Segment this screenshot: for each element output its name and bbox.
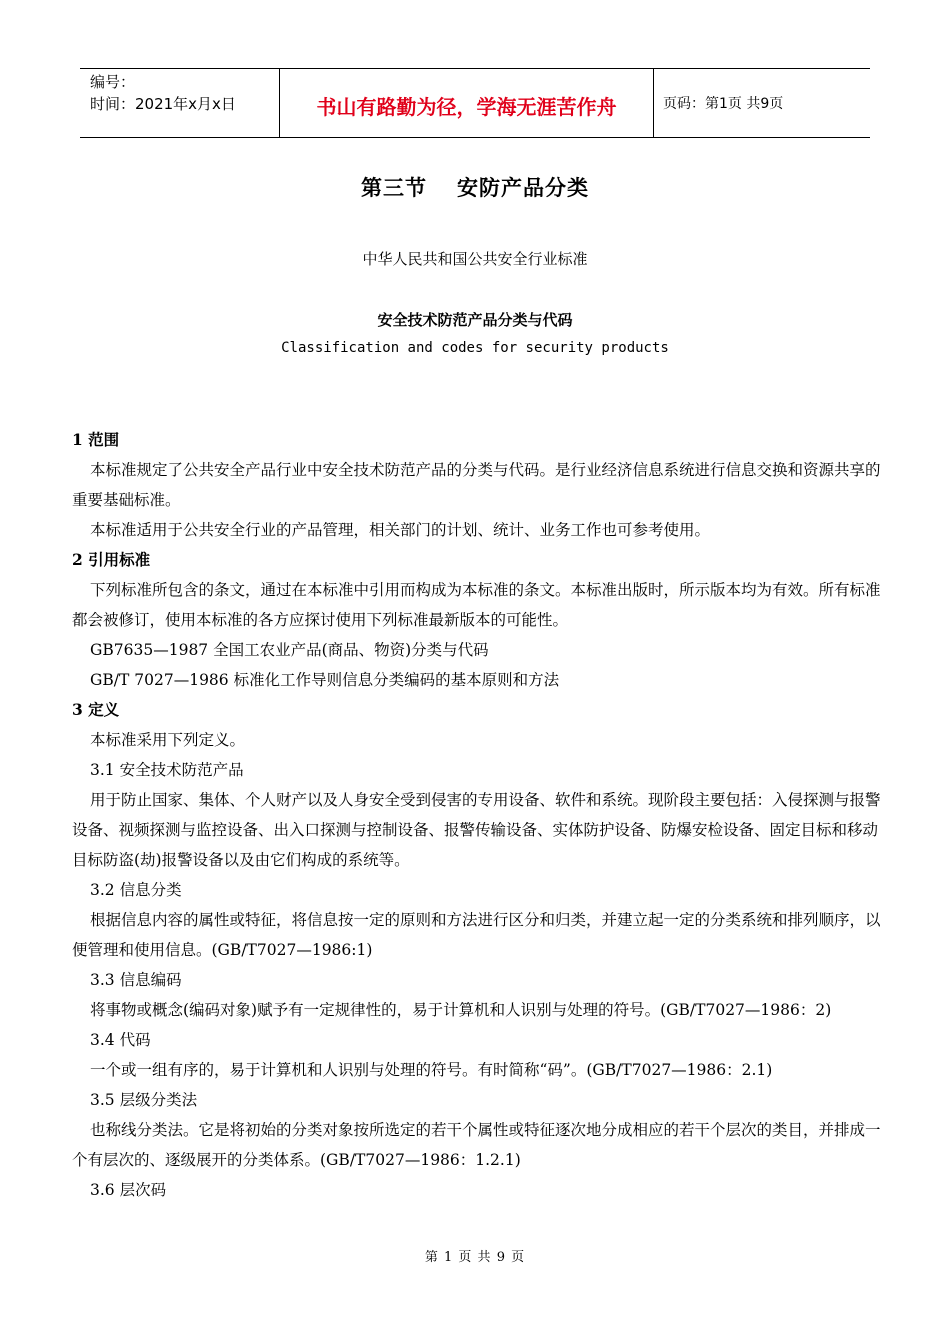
definition-term: 3.3 信息编码: [90, 971, 182, 989]
standard-title-cn: 安全技术防范产品分类与代码: [377, 311, 573, 329]
paragraph: 下列标准所包含的条文，通过在本标准中引用而构成为本标准的条文。本标准出版时，所示版本均为有效。所有标准都会被修订，使用本标准的各方应探讨使用下列标准最新版本的可能性。: [72, 581, 881, 629]
paragraph: 一个或一组有序的，易于计算机和人识别与处理的符号。有时简称“码”。(GB/T7027—1986：2.1): [90, 1061, 773, 1079]
header-motto: 书山有路勤为径，学海无涯苦作舟: [280, 69, 654, 137]
standard-issuer: 中华人民共和国公共安全行业标准: [362, 250, 588, 268]
definition-term: 3.1 安全技术防范产品: [90, 761, 244, 779]
section-title: [0, 172, 950, 202]
header-meta: [80, 69, 280, 137]
page-footer: 第 1 页 共 9 页: [424, 1250, 526, 1265]
time-label: 时间：2021年x月x日: [90, 95, 236, 113]
document-body: [72, 425, 890, 1205]
heading-references: 2 引用标准: [72, 550, 151, 569]
definition-term: 3.4 代码: [90, 1031, 151, 1049]
header-page-info: 页码：第1页 共9页: [663, 96, 784, 112]
paragraph: 也称线分类法。它是将初始的分类对象按所选定的若干个属性或特征逐次地分成相应的若干个层次的类目，并排成一个有层次的、逐级展开的分类体系。(GB/T7027—1986：1.2.1): [72, 1121, 881, 1169]
paragraph: 本标准适用于公共安全行业的产品管理，相关部门的计划、统计、业务工作也可参考使用。: [90, 521, 711, 539]
definition-term: 3.5 层级分类法: [90, 1091, 198, 1109]
definition-term: 3.6 层次码: [90, 1181, 167, 1199]
paragraph: 根据信息内容的属性或特征，将信息按一定的原则和方法进行区分和归类，并建立起一定的分类系统和排列顺序，以便管理和使用信息。(GB/T7027—1986:1): [72, 911, 881, 959]
document-header: [80, 68, 870, 138]
paragraph: 本标准规定了公共安全产品行业中安全技术防范产品的分类与代码。是行业经济信息系统进行信息交换和资源共享的重要基础标准。: [72, 461, 881, 509]
standard-title-en: Classification and codes for security products: [281, 340, 669, 356]
paragraph: 用于防止国家、集体、个人财产以及人身安全受到侵害的专用设备、软件和系统。现阶段主要包括：入侵探测与报警设备、视频探测与监控设备、出入口探测与控制设备、报警传输设备、实体防护设备、防爆安检设备、固定目标和移动目标防盗(劫)报警设备以及由它们构成的系统等。: [72, 791, 881, 869]
number-label: 编号：: [90, 73, 136, 91]
section-name: 安防产品分类: [457, 176, 589, 200]
reference-item: GB/T 7027—1986 标准化工作导则信息分类编码的基本原则和方法: [90, 671, 560, 689]
section-number: 第三节: [361, 176, 427, 200]
paragraph: 将事物或概念(编码对象)赋予有一定规律性的，易于计算机和人识别与处理的符号。(GB/T7027—1986：2): [90, 1001, 832, 1019]
heading-scope: 1 范围: [72, 430, 120, 449]
reference-item: GB7635—1987 全国工农业产品(商品、物资)分类与代码: [90, 641, 489, 659]
paragraph: 本标准采用下列定义。: [90, 731, 246, 749]
definition-term: 3.2 信息分类: [90, 881, 182, 899]
heading-definitions: 3 定义: [72, 700, 120, 719]
